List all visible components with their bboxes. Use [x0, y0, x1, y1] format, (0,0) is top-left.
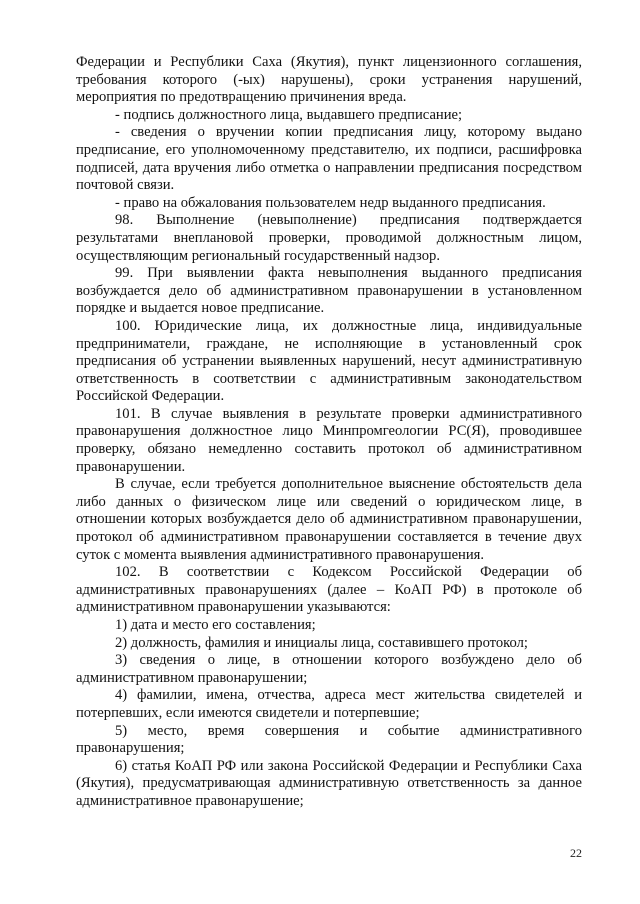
paragraph: 101. В случае выявления в результате проверки административного правонарушения должностное лицо Минпромгеологии РС(Я), проводившее проверку, обязано немедленно составить протокол об административном правонарушении.	[76, 405, 582, 475]
paragraph: 102. В соответствии с Кодексом Российской Федерации об административных правонарушениях (далее – КоАП РФ) в протоколе об административном правонарушении указываются:	[76, 564, 582, 616]
paragraph: - сведения о вручении копии предписания лицу, которому выдано предписание, его уполномоченному представителю, их подписи, расшифровка подписей, дата вручения либо отметка о направлении предписания посредством почтовой связи.	[76, 124, 582, 194]
paragraph: - право на обжалования пользователем недр выданного предписания.	[115, 194, 546, 211]
paragraph: Федерации и Республики Саха (Якутия), пункт лицензионного соглашения, требования которого (-ых) нарушены), сроки устранения нарушений, мероприятия по предотвращению причинения вреда.	[76, 54, 582, 106]
list-item: 5) место, время совершения и событие административного правонарушения;	[76, 722, 582, 757]
document-body	[76, 54, 582, 811]
paragraph: 100. Юридические лица, их должностные лица, индивидуальные предприниматели, граждане, не исполняющие в установленный срок предписания об устранении выявленных нарушений, несут административную ответственность в соответствии с административным законодательством Российской Федерации.	[76, 317, 582, 405]
list-item: 4) фамилии, имена, отчества, адреса мест жительства свидетелей и потерпевших, если имеются свидетели и потерпевшие;	[76, 687, 582, 721]
paragraph: 98. Выполнение (невыполнение) предписания подтверждается результатами внеплановой проверки, проводимой должностным лицом, осуществляющим региональный государственный надзор.	[76, 212, 582, 264]
paragraph: 99. При выявлении факта невыполнения выданного предписания возбуждается дело об административном правонарушении в установленном порядке и выдается новое предписание.	[76, 265, 582, 317]
paragraph: В случае, если требуется дополнительное выяснение обстоятельств дела либо данных о физическом лице или сведений о юридическом лице, в отношении которых возбуждается дело об административном правонарушении, протокол об административном правонарушении составляется в течение двух суток с момента выявления административного правонарушения.	[76, 476, 582, 563]
page-number: 22	[570, 846, 582, 860]
list-item: 3) сведения о лице, в отношении которого возбуждено дело об административном правонарушении;	[76, 652, 582, 686]
paragraph: - подпись должностного лица, выдавшего предписание;	[115, 106, 463, 123]
list-item: 1) дата и место его составления;	[115, 617, 316, 633]
list-item: 6) статья КоАП РФ или закона Российской Федерации и Республики Саха (Якутия), предусматривающая административную ответственность за данное административное правонарушение;	[76, 757, 582, 809]
list-item: 2) должность, фамилия и инициалы лица, составившего протокол;	[115, 634, 528, 651]
